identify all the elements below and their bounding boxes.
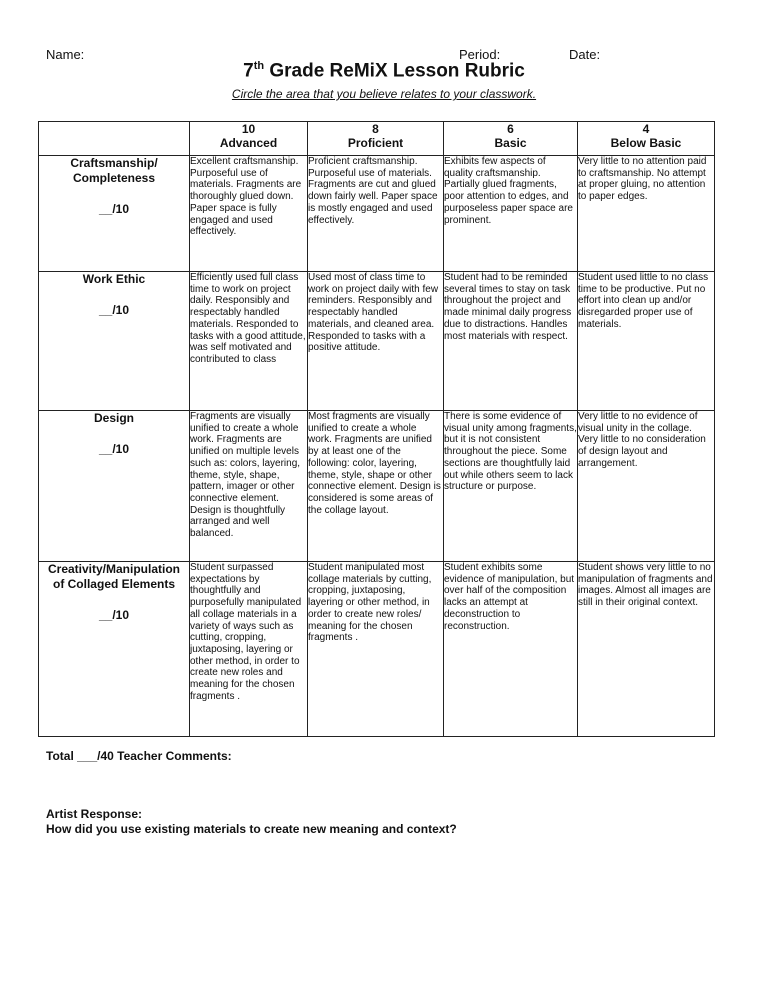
- rubric-cell[interactable]: Very little to no evidence of visual unity in the collage. Very little to no consideration of design layout and arrangement.: [578, 411, 715, 562]
- criterion-craftsmanship: [39, 156, 190, 272]
- criterion-design: [39, 411, 190, 562]
- column-header-proficient: [308, 122, 444, 156]
- rubric-cell[interactable]: Efficiently used full class time to work on project daily. Responsibly and respectably handled materials. Responded to tasks with a good attitude, was self motivated and contributed to class: [190, 272, 308, 411]
- rubric-cell[interactable]: Very little to no attention paid to craftsmanship. No attempt at proper gluing, no attention to paper edges.: [578, 156, 715, 272]
- column-score: 6: [507, 122, 514, 136]
- rubric-cell[interactable]: Student surpassed expectations by thoughtfully and purposefully manipulated all collage materials in a variety of ways such as cutting, cropping, juxtaposing, layering or other method, in order to create new roles and meaning for the chosen fragments .: [190, 562, 308, 737]
- row-creativity: [39, 562, 715, 737]
- artist-response-label: Artist Response:: [46, 807, 143, 821]
- artist-response-question: How did you use existing materials to create new meaning and context?: [46, 822, 457, 836]
- column-header-below-basic: [578, 122, 715, 156]
- rubric-cell[interactable]: Proficient craftsmanship. Purposeful use of materials. Fragments are cut and glued down fairly well. Paper space is mostly engaged and used effectively.: [308, 156, 444, 272]
- row-craftsmanship: [39, 156, 715, 272]
- title-text: Grade ReMiX Lesson Rubric: [264, 60, 525, 82]
- column-header-basic: [444, 122, 578, 156]
- column-label: Advanced: [219, 136, 278, 150]
- column-label: Basic: [494, 136, 527, 150]
- date-label: Date:: [569, 47, 601, 62]
- row-design: [39, 411, 715, 562]
- rubric-cell[interactable]: Student had to be reminded several times to stay on task throughout the project and made minimal daily progress due to distractions. Handles most materials with respect.: [444, 272, 578, 411]
- rubric-cell[interactable]: Student used little to no class time to be productive. Put no effort into clean up and/or disregarded proper use of materials.: [578, 272, 715, 411]
- criterion-name: Design: [93, 411, 134, 425]
- column-score: 4: [642, 122, 650, 136]
- criterion-work-ethic: [39, 272, 190, 411]
- column-header-advanced: [190, 122, 308, 156]
- column-label: Proficient: [347, 136, 404, 150]
- rubric-cell[interactable]: Most fragments are visually unified to create a whole work. Fragments are unified by at least one of the following: color, layering, theme, style, shape or other connective element. Design is considered is some areas of the collage layout.: [308, 411, 444, 562]
- rubric-cell[interactable]: Student manipulated most collage materials by cutting, cropping, juxtaposing, layering or other method, in order to create new roles/ meaning for the chosen fragments .: [308, 562, 444, 737]
- name-label: Name:: [46, 47, 85, 62]
- rubric-cell[interactable]: There is some evidence of visual unity among fragments, but it is not consistent throughout the piece. Some sections are thoughtfully laid out while others seem to lack structure or purpose.: [444, 411, 578, 562]
- title-superscript: th: [253, 60, 265, 72]
- rubric-cell[interactable]: Student exhibits some evidence of manipulation, but over half of the composition lacks an attempt at deconstruction to reconstruction.: [444, 562, 578, 737]
- period-label: Period:: [459, 47, 501, 62]
- criterion-name: of Collaged Elements: [52, 577, 176, 591]
- title-grade-number: 7: [243, 60, 254, 82]
- criterion-creativity: [39, 562, 190, 737]
- rubric-cell[interactable]: Student shows very little to no manipulation of fragments and images. Almost all images are still in their original context.: [578, 562, 715, 737]
- row-work-ethic: [39, 272, 715, 411]
- subtitle: Circle the area that you believe relates to your classwork.: [231, 87, 537, 101]
- page-title: [0, 60, 768, 82]
- criterion-name: Work Ethic: [82, 272, 146, 286]
- rubric-cell[interactable]: Excellent craftsmanship. Purposeful use of materials. Fragments are thoroughly glued down. Paper space is fully engaged and used effectively.: [190, 156, 308, 272]
- total-teacher-comments: Total ___/40 Teacher Comments:: [46, 749, 232, 763]
- rubric-table: [38, 121, 715, 737]
- criterion-name: Creativity/Manipulation: [47, 562, 181, 576]
- score-blank: __/10: [98, 608, 130, 622]
- rubric-cell[interactable]: Fragments are visually unified to create a whole work. Fragments are unified on multiple levels such as: colors, layering, theme, style, shape, pattern, imager or other connective element. Design is thoughtfully arranged and well balanced.: [190, 411, 308, 562]
- column-score: 8: [372, 122, 379, 136]
- criterion-name: Craftsmanship/: [70, 156, 158, 170]
- column-label: Below Basic: [610, 136, 682, 150]
- header-row: [39, 122, 715, 156]
- score-blank: __/10: [98, 303, 130, 317]
- score-blank: __/10: [98, 442, 130, 456]
- rubric-cell[interactable]: Used most of class time to work on project daily with few reminders. Responsibly and respectably handled materials, and cleaned area. Responded to tasks with a positive attitude.: [308, 272, 444, 411]
- score-blank: __/10: [98, 202, 130, 216]
- criterion-name: Completeness: [72, 171, 156, 185]
- column-score: 10: [241, 122, 256, 136]
- rubric-cell[interactable]: Exhibits few aspects of quality craftsmanship. Partially glued fragments, poor attention to edges, and purposeless paper space are prominent.: [444, 156, 578, 272]
- corner-cell: [39, 122, 190, 156]
